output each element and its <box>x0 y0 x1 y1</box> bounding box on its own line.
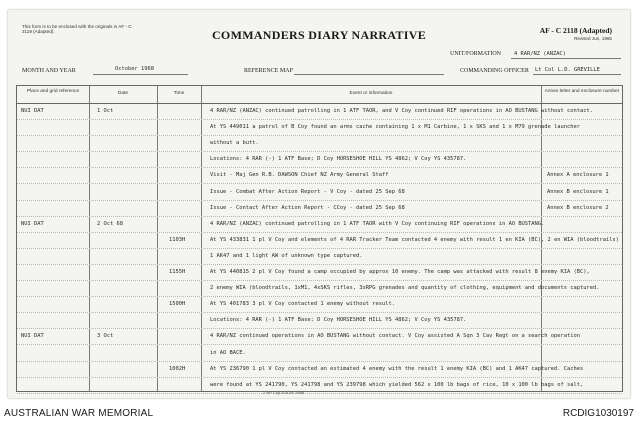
print-code: 2 NP Coy-425-8F-3968 <box>263 390 305 395</box>
cell-date: 1 Oct <box>97 108 114 114</box>
cell-date: 3 Oct <box>97 333 114 340</box>
cell-place: NUI DAT <box>21 220 44 227</box>
unit-value: 4 RAR/NZ (ANZAC) <box>514 51 566 57</box>
table-row <box>17 151 622 168</box>
cell-date: 2 Oct 68 <box>97 220 123 227</box>
cell-time: 1155H <box>169 269 186 275</box>
table-row <box>17 216 622 233</box>
table-header <box>17 86 622 104</box>
cell-event: 4 RAR/NZ (ANZAC) continued patrolling in 1 ATF TAOR, and V Coy continued RIF operations in AO BUSTANG without contact. <box>210 108 593 114</box>
archive-reference: RCDIG1030197 <box>562 408 634 419</box>
table-row <box>17 361 622 378</box>
cell-event: 2 enemy WIA (bloodtrails, 1xM1, 4xSKS rifles, 3xRPG grenades and quantity of clothing, equipment and documents captured. <box>210 285 600 292</box>
col-header-annex: Annex letter and enclosure number <box>544 89 620 94</box>
cell-place: NUI DAT <box>21 108 44 114</box>
table-row <box>17 264 622 281</box>
unit-label: UNIT/FORMATION <box>450 51 501 57</box>
table-row <box>17 296 622 313</box>
cell-event: 4 RAR/NZ continued operations in AO BUSTANG without contact. V Coy assisted A Sqn 3 Cav Regt on a search operation <box>210 333 580 340</box>
month-label: MONTH AND YEAR <box>22 68 76 74</box>
form-revision: Revised Jun, 1965 <box>573 36 612 41</box>
table-row <box>17 312 622 329</box>
cell-event: At YS 401783 3 pl V Coy contacted 1 enemy without result. <box>210 301 395 308</box>
month-underline <box>93 74 188 75</box>
col-header-event: Event or information <box>349 91 393 96</box>
col-header-time: Time <box>173 91 185 96</box>
table-row <box>17 119 622 136</box>
form-instruction: This form is to be enclosed with the originals in AF - C 2119 (Adapted). <box>22 24 132 35</box>
cell-event: in AO BACE. <box>210 349 246 356</box>
table-row <box>17 167 622 184</box>
cell-event: At YS 440815 2 pl V Coy found a camp occupied by approx 10 enemy. The camp was attacked with result 8 enemy KIA (BC), <box>210 269 590 275</box>
cell-event: At YS 433831 1 pl V Coy and elements of 4 RAR Tracker Team contacted 4 enemy with result 1 en KIA (BC), 2 en WIA (bloodtrails) <box>210 236 619 243</box>
cell-event: Issue - Combat After Action Report - V Coy - dated 25 Sep 68 <box>210 188 405 195</box>
table-row <box>17 377 622 394</box>
table-row <box>17 328 622 345</box>
cell-time: 1500H <box>169 301 186 308</box>
page-title: COMMANDERS DIARY NARRATIVE <box>211 28 427 42</box>
refmap-underline <box>294 74 444 75</box>
co-value: Lt Col L.D. GREVILLE <box>535 67 600 73</box>
form-code: AF - C 2118 (Adapted) <box>539 26 612 35</box>
cell-event: At YS 449011 a patrol of B Coy found an arms cache containing 1 x M1 Carbine, 1 x SKS and 1 x M79 grenade launcher <box>210 124 580 131</box>
cell-event: 4 RAR/NZ (ANZAC) continued patrolling in 1 ATF TAOR with V Coy continuing RIF operations in AO BUSTANG. <box>210 220 545 227</box>
cell-annex: Annex B enclosure 2 <box>547 204 609 211</box>
table-row <box>17 345 622 362</box>
table-row <box>17 280 622 297</box>
cell-event: Issue - Contact After Action Report - CCoy - dated 25 Sep 68 <box>210 204 405 211</box>
diary-sheet <box>8 10 630 398</box>
co-underline <box>533 74 621 75</box>
month-value: October 1968 <box>115 66 154 72</box>
cell-event: were found at YS 241790, YS 241798 and YS 239798 which yielded 562 x 100 lb bags of rice, 10 x 100 lb bags of salt, <box>210 381 584 388</box>
cell-annex: Annex B enclosure 1 <box>547 188 609 195</box>
cell-event: Locations: 4 RAR (-) 1 ATF Base; D Coy HORSESHOE HILL YS 4862; V Coy YS 435787. <box>210 156 467 163</box>
cell-event: At YS 236790 1 pl V Coy contacted an estimated 4 enemy with the result 1 enemy KIA (BC) and 1 AK47 captured. Caches <box>210 365 584 372</box>
narrative-table <box>16 85 623 392</box>
cell-annex: Annex A enclosure 1 <box>547 172 609 179</box>
table-row <box>17 200 622 217</box>
table-row <box>17 248 622 265</box>
unit-underline <box>511 58 621 59</box>
col-header-date: Date <box>117 91 129 96</box>
table-row <box>17 184 622 201</box>
cell-time: 1103H <box>169 236 186 243</box>
cell-event: Visit - Maj Gen R.B. DAWSON Chief NZ Army General Staff <box>210 172 389 179</box>
refmap-label: REFERENCE MAP <box>244 68 293 74</box>
table-row <box>17 135 622 152</box>
table-row <box>17 232 622 249</box>
co-label: COMMANDING OFFICER <box>460 68 529 74</box>
cell-time: 1002H <box>169 365 186 372</box>
cell-event: Locations: 4 RAR (-) 1 ATF Base; D Coy HORSESHOE HILL YS 4862; V Coy YS 435787. <box>210 317 467 324</box>
col-header-place: Place and grid reference <box>26 89 80 94</box>
archive-watermark: AUSTRALIAN WAR MEMORIAL <box>4 408 154 419</box>
cell-place: NUI DAT <box>21 333 44 340</box>
table-row <box>17 103 622 120</box>
cell-event: without a butt. <box>210 140 259 147</box>
cell-event: 1 AK47 and 1 light AW of unknown type captured. <box>210 252 363 259</box>
